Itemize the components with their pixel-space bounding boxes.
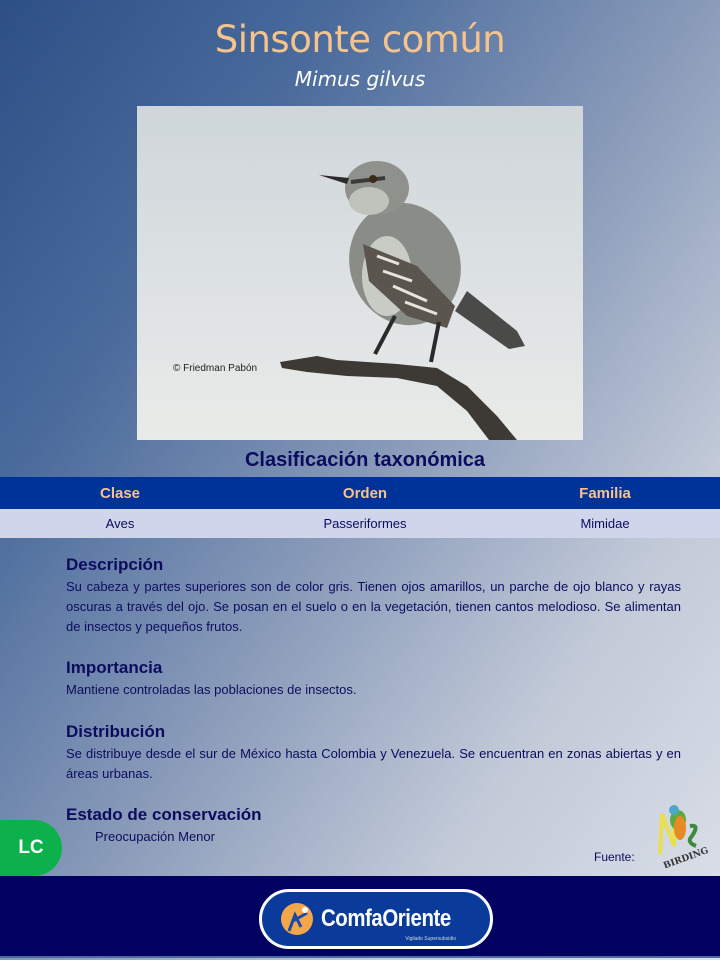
description-text: Su cabeza y partes superiores son de color gris. Tienen ojos amarillos, un parche de ojo blanco y rayas oscuras a través del ojo. Se posan en el suelo o en la vegetación, tienen cantos melodioso. Se alimentan de insectos y pequeños frutos.: [66, 579, 681, 634]
birding-bird-icon: [652, 802, 712, 868]
comfaoriente-emblem-icon: [279, 901, 315, 937]
conservation-text: Preocupación Menor: [95, 829, 215, 844]
comfaoriente-logo: [259, 889, 493, 949]
svg-text:BIRDING: BIRDING: [662, 845, 710, 868]
description-heading: Descripción: [66, 555, 164, 574]
brand-subtitle: Vigilado Supersubsidio: [405, 936, 456, 942]
photo-credit: © Friedman Pabón: [173, 363, 258, 374]
birding-logo: [652, 802, 712, 868]
taxonomy-values-row: [0, 509, 720, 538]
importance-text: Mantiene controladas las poblaciones de insectos.: [66, 682, 357, 697]
taxonomy-header-familia: Familia: [579, 484, 631, 502]
bird-illustration-icon: [137, 106, 583, 440]
importance-heading: Importancia: [66, 658, 163, 677]
description-section: [66, 555, 681, 637]
taxonomy-header-row: [0, 477, 720, 509]
taxonomy-value-orden: Passeriformes: [323, 516, 407, 531]
species-scientific-name: Mimus gilvus: [294, 67, 426, 91]
conservation-status-badge: LC: [0, 820, 62, 876]
source-label: Fuente:: [594, 850, 635, 864]
bird-photo: [137, 106, 583, 440]
distribution-section: [66, 722, 681, 784]
conservation-heading: Estado de conservación: [66, 805, 262, 824]
taxonomy-header-clase: Clase: [99, 484, 141, 502]
taxonomy-value-clase: Aves: [105, 516, 135, 531]
distribution-text: Se distribuye desde el sur de México hasta Colombia y Venezuela. Se encuentran en zonas abiertas y en áreas urbanas.: [66, 746, 681, 781]
brand-name: ComfaOriente: [320, 905, 451, 932]
distribution-heading: Distribución: [66, 722, 166, 741]
taxonomy-header-orden: Orden: [342, 484, 388, 502]
conservation-section: [66, 805, 681, 847]
species-common-name: Sinsonte común: [214, 18, 506, 61]
taxonomy-title: Clasificación taxonómica: [244, 449, 486, 471]
importance-section: [66, 658, 681, 700]
taxonomy-value-familia: Mimidae: [580, 516, 630, 531]
